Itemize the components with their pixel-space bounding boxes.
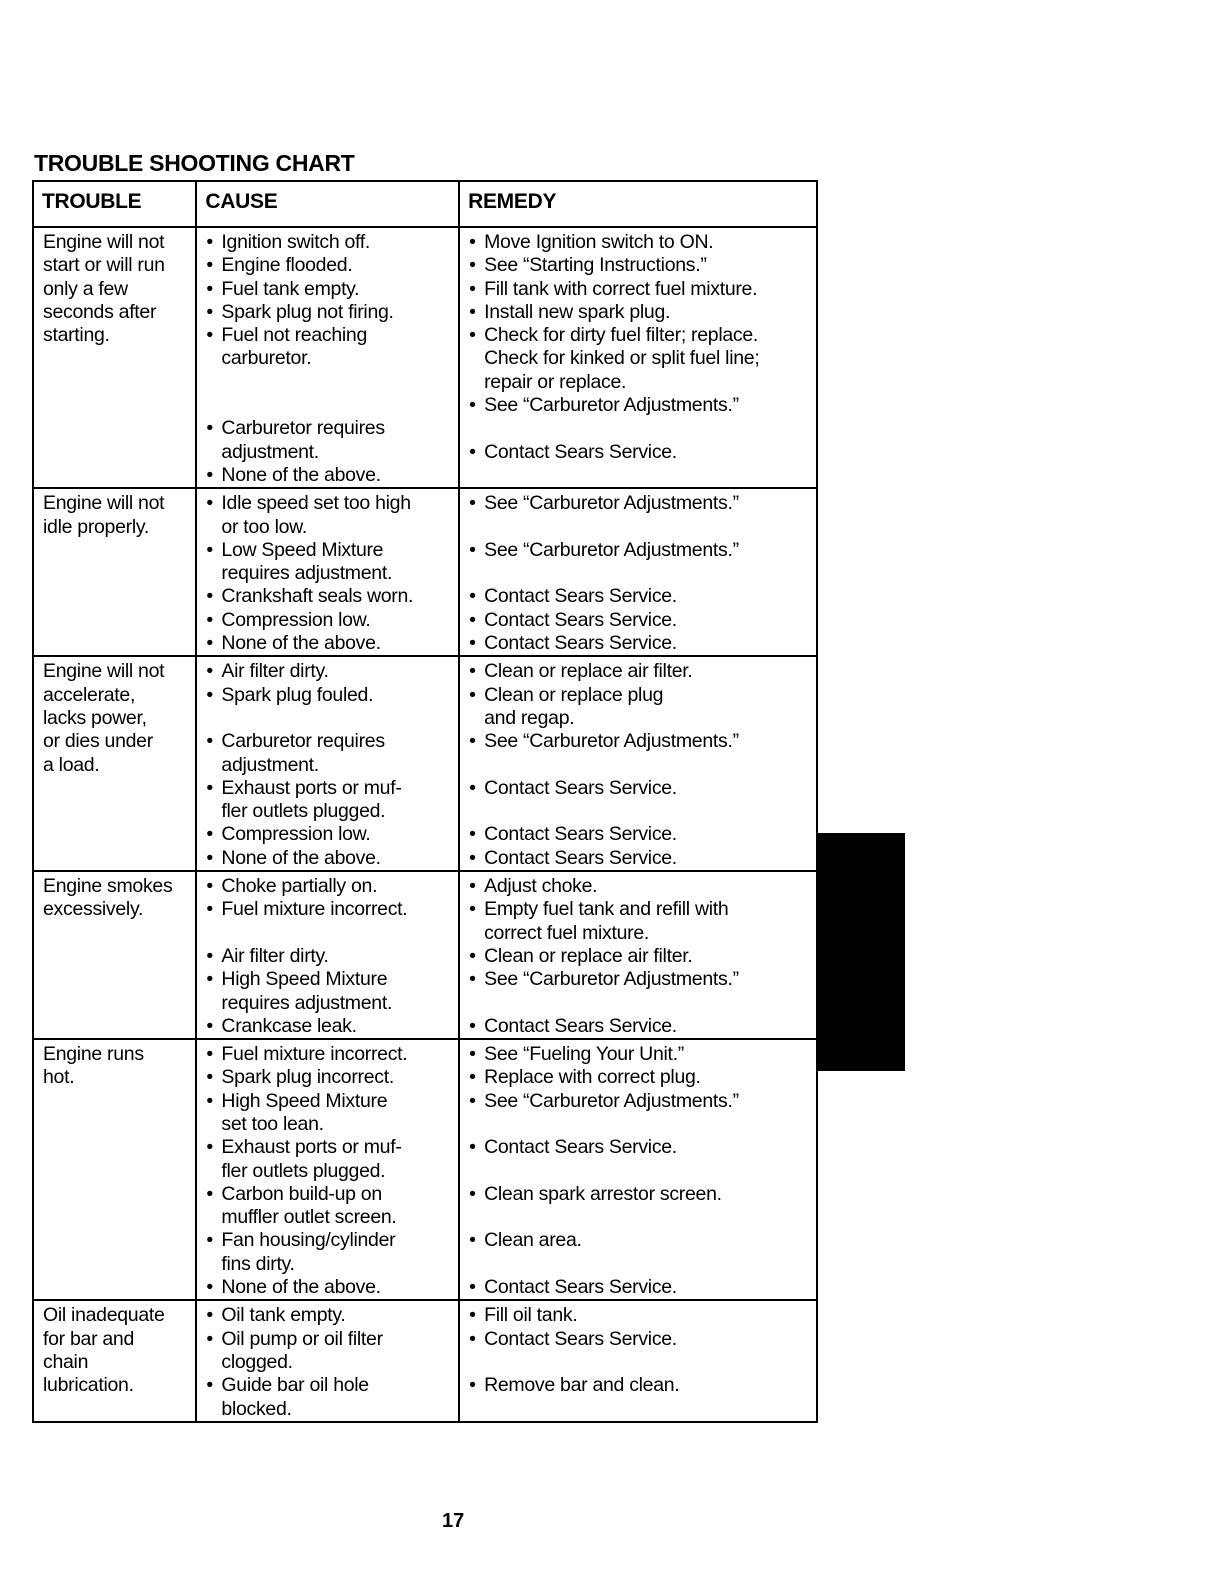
trouble-shooting-table [32,180,818,1423]
remedy-text: • Replace with correct plug. [468,1066,810,1089]
remedy-spacer [468,417,810,440]
cause-text: • Guide bar oil hole [205,1374,452,1397]
cause-text: fler outlets plugged. [221,800,386,823]
cause-text: • Spark plug not firing. [205,301,452,324]
cause-text: • Fuel mixture incorrect. [205,1043,452,1066]
table-body [33,227,817,1422]
cause-spacer [205,922,452,945]
cause-text: • None of the above. [205,1276,452,1299]
remedy-spacer [468,562,810,585]
remedy-text: • Contact Sears Service. [468,441,810,464]
remedy-text: • See “Carburetor Adjustments.” [468,539,810,562]
cause-text: • Oil tank empty. [205,1304,452,1327]
page-title: TROUBLE SHOOTING CHART [34,150,355,176]
cause-text: muffler outlet screen. [221,1206,397,1229]
trouble-text: Oil inadequate [43,1304,165,1327]
remedy-text: • Contact Sears Service. [468,823,810,846]
table-row [33,488,817,656]
cause-text: • Low Speed Mixture [205,539,452,562]
remedy-spacer [468,1351,810,1374]
remedy-text: • Contact Sears Service. [468,847,810,870]
cause-text: carburetor. [221,347,312,370]
cause-text: • Air filter dirty. [205,660,452,683]
trouble-text: starting. [43,324,110,347]
trouble-text: Engine will not [43,231,165,253]
trouble-text: Engine smokes [43,875,173,898]
cause-text: • Exhaust ports or muf- [205,777,452,800]
cause-text: • None of the above. [205,847,452,870]
remedy-text: • Check for dirty fuel filter; replace. [468,324,810,347]
cause-text: • Spark plug fouled. [205,684,452,707]
trouble-text: for bar and [43,1327,135,1350]
cause-text: • Spark plug incorrect. [205,1066,452,1089]
trouble-text: idle properly. [43,515,149,538]
remedy-text: • See “Carburetor Adjustments.” [468,968,810,991]
header-trouble: TROUBLE [33,181,196,227]
trouble-cell [33,1300,196,1421]
remedy-text: • Clean area. [468,1229,810,1252]
cause-text: fins dirty. [221,1252,295,1275]
cause-text: • Exhaust ports or muf- [205,1136,452,1159]
remedy-spacer [468,1206,810,1229]
trouble-text: excessively. [43,898,144,921]
cause-spacer [205,394,452,417]
trouble-text: chain [43,1350,89,1373]
remedy-text: • Clean or replace air filter. [468,660,810,683]
cause-text: • Carburetor requires [205,730,452,753]
table-row [33,656,817,871]
remedy-spacer [468,1160,810,1183]
cause-text: • None of the above. [205,632,452,655]
cause-text: • None of the above. [205,464,452,487]
trouble-text: Engine runs [43,1043,144,1066]
header-remedy: REMEDY [459,181,817,227]
cause-text: clogged. [221,1350,293,1373]
trouble-cell [33,488,196,656]
cause-text: • Crankcase leak. [205,1015,452,1038]
remedy-text: • Fill oil tank. [468,1304,810,1327]
table-header-row [33,181,817,227]
trouble-text: or dies under [43,730,153,753]
remedy-cell [459,488,817,656]
cause-cell [196,656,459,871]
remedy-text: • Contact Sears Service. [468,585,810,608]
trouble-text: only a few [43,277,128,300]
cause-spacer [205,707,452,730]
remedy-text: • See “Carburetor Adjustments.” [468,492,810,515]
remedy-cell [459,227,817,488]
remedy-text: • Empty fuel tank and refill with [468,898,810,921]
trouble-text: Engine will not [43,660,165,683]
table-row [33,1039,817,1300]
remedy-spacer [468,1113,810,1136]
cause-text: • High Speed Mixture [205,968,452,991]
cause-text: • Fuel not reaching [205,324,452,347]
cause-text: • Air filter dirty. [205,945,452,968]
cause-text: blocked. [221,1397,292,1420]
remedy-spacer [468,516,810,539]
cause-text: • Ignition switch off. [205,231,452,254]
remedy-text: correct fuel mixture. [484,921,650,944]
remedy-cell [459,656,817,871]
table-row [33,1300,817,1421]
cause-text: • Fuel mixture incorrect. [205,898,452,921]
remedy-text: • Remove bar and clean. [468,1374,810,1397]
trouble-text: Engine will not [43,492,165,515]
cause-text: • Fuel tank empty. [205,278,452,301]
cause-text: adjustment. [221,753,319,776]
remedy-text: • Clean or replace air filter. [468,945,810,968]
cause-cell [196,871,459,1039]
remedy-text: • Clean spark arrestor screen. [468,1183,810,1206]
trouble-cell [33,1039,196,1300]
trouble-text: lubrication. [43,1374,134,1397]
remedy-text: • Contact Sears Service. [468,1015,810,1038]
remedy-text: • Contact Sears Service. [468,609,810,632]
remedy-spacer [468,754,810,777]
remedy-text: • Contact Sears Service. [468,777,810,800]
trouble-text: hot. [43,1066,75,1089]
cause-cell [196,1039,459,1300]
remedy-text: • See “Carburetor Adjustments.” [468,730,810,753]
remedy-text: • See “Carburetor Adjustments.” [468,394,810,417]
cause-cell [196,488,459,656]
trouble-text: accelerate, [43,683,136,706]
cause-text: • Engine flooded. [205,254,452,277]
remedy-cell [459,871,817,1039]
trouble-text: a load. [43,753,100,776]
remedy-text: • See “Carburetor Adjustments.” [468,1090,810,1113]
cause-text: • High Speed Mixture [205,1090,452,1113]
table-row [33,227,817,488]
remedy-text: repair or replace. [484,370,627,393]
cause-text: • Carburetor requires [205,417,452,440]
section-tab-marker [817,833,905,1071]
header-cause: CAUSE [196,181,459,227]
cause-text: • Compression low. [205,823,452,846]
remedy-text: • Contact Sears Service. [468,1136,810,1159]
remedy-text: • Contact Sears Service. [468,1276,810,1299]
cause-text: • Idle speed set too high [205,492,452,515]
trouble-text: lacks power, [43,706,147,729]
remedy-spacer [468,992,810,1015]
remedy-text: • See “Fueling Your Unit.” [468,1043,810,1066]
cause-cell [196,227,459,488]
remedy-spacer [468,800,810,823]
cause-text: adjustment. [221,440,319,463]
cause-text: • Compression low. [205,609,452,632]
cause-text: requires adjustment. [221,991,393,1014]
remedy-text: • See “Starting Instructions.” [468,254,810,277]
cause-text: set too lean. [221,1112,324,1135]
cause-cell [196,1300,459,1421]
cause-text: or too low. [221,515,307,538]
cause-text: requires adjustment. [221,562,393,585]
remedy-text: • Fill tank with correct fuel mixture. [468,278,810,301]
trouble-cell [33,227,196,488]
remedy-text: • Contact Sears Service. [468,632,810,655]
cause-text: • Carbon build-up on [205,1183,452,1206]
cause-text: • Fan housing/cylinder [205,1229,452,1252]
remedy-text: • Install new spark plug. [468,301,810,324]
table-row [33,871,817,1039]
cause-text: fler outlets plugged. [221,1159,386,1182]
cause-spacer [205,371,452,394]
remedy-text: • Move Ignition switch to ON. [468,231,810,254]
remedy-text: and regap. [484,706,575,729]
trouble-text: seconds after [43,300,157,323]
page-number: 17 [442,1510,465,1532]
remedy-text: • Contact Sears Service. [468,1328,810,1351]
trouble-cell [33,871,196,1039]
remedy-spacer [468,1253,810,1276]
cause-text: • Choke partially on. [205,875,452,898]
remedy-cell [459,1039,817,1300]
trouble-text: start or will run [43,254,165,277]
remedy-text: • Adjust choke. [468,875,810,898]
remedy-text: Check for kinked or split fuel line; [484,347,760,370]
trouble-cell [33,656,196,871]
cause-text: • Crankshaft seals worn. [205,585,452,608]
cause-text: • Oil pump or oil filter [205,1328,452,1351]
remedy-cell [459,1300,817,1421]
remedy-text: • Clean or replace plug [468,684,810,707]
